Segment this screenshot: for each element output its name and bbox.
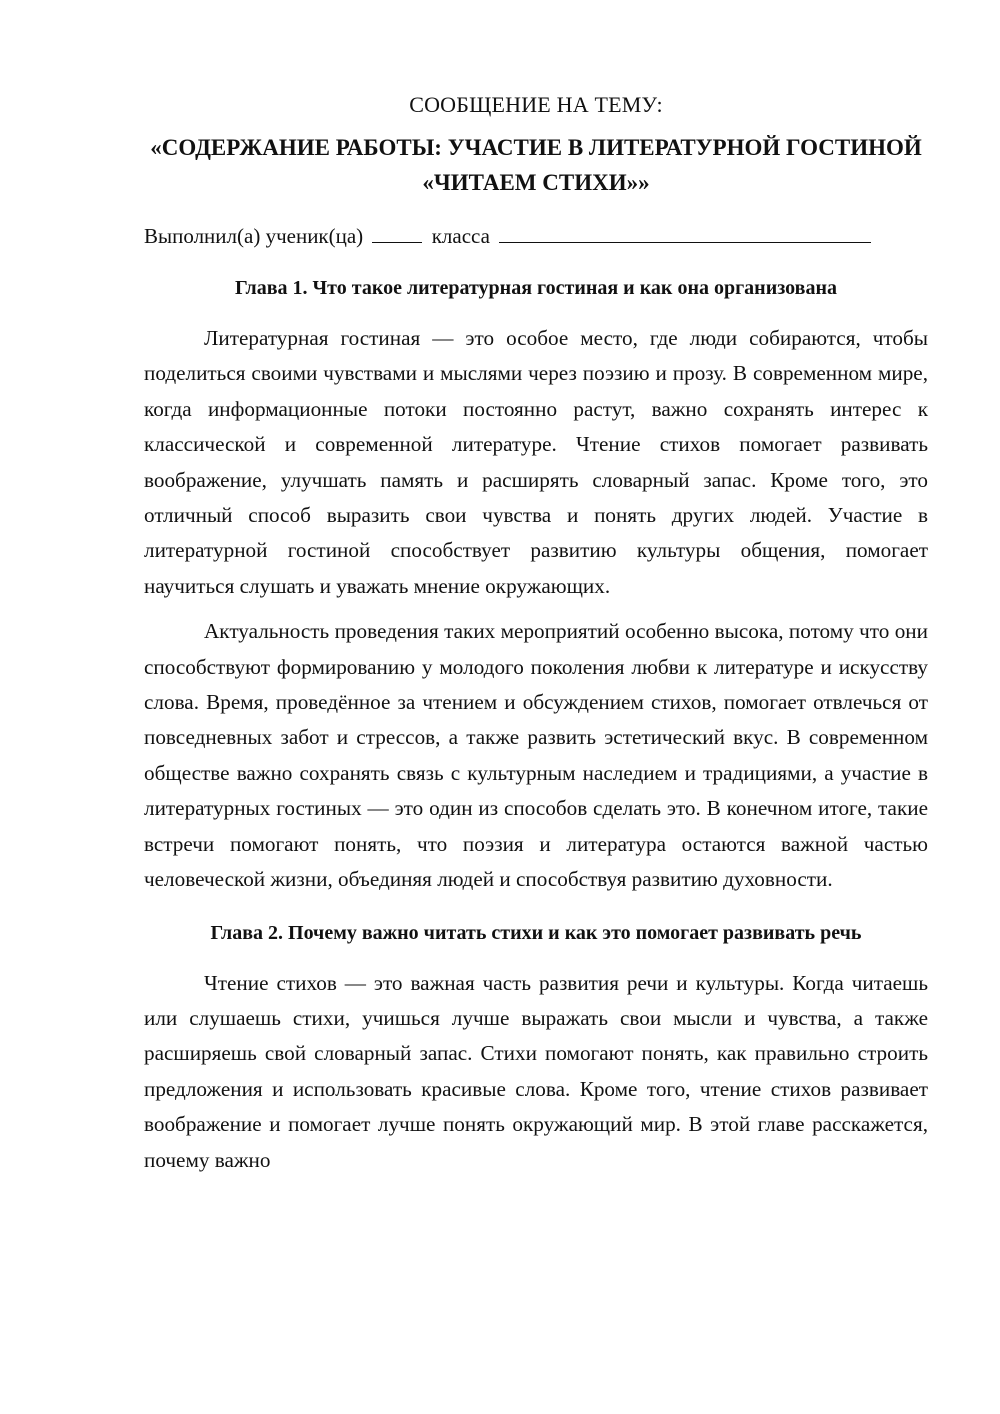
- class-blank: [499, 220, 871, 243]
- chapter-2: [144, 918, 928, 1178]
- chapter-heading: Глава 1. Что такое литературная гостиная и как она организована: [235, 277, 837, 299]
- author-prefix: Выполнил(а) ученик(ца): [144, 224, 364, 248]
- author-line: [144, 220, 928, 251]
- paragraph: Литературная гостиная — это особое место, где люди собираются, чтобы поделиться своими чувствами и мыслями через поэзию и прозу. В современном мире, когда информационные потоки постоянно растут, важно сохранять интерес к классической и современной литературе. Чтение стихов помогает развивать воображение, улучшать память и расширять словарный запас. Кроме того, это отличный способ выразить свои чувства и понять других людей. Участие в литературной гостиной способствует развитию культуры общения, помогает научиться слушать и уважать мнение окружающих.: [144, 326, 928, 598]
- chapter-1: [144, 273, 928, 898]
- document-kicker: СООБЩЕНИЕ НА ТЕМУ:: [409, 92, 663, 117]
- chapter-heading: Глава 2. Почему важно читать стихи и как это помогает развивать речь: [210, 921, 862, 944]
- document-page: [144, 90, 928, 1188]
- document-title: «СОДЕРЖАНИЕ РАБОТЫ: УЧАСТИЕ В ЛИТЕРАТУРНОЙ ГОСТИНОЙ «ЧИТАЕМ СТИХИ»»: [150, 135, 922, 195]
- grade-blank: [372, 220, 422, 243]
- author-middle: класса: [431, 224, 490, 248]
- paragraph: Актуальность проведения таких мероприятий особенно высока, потому что они способствуют формированию у молодого поколения любви к литературе и искусству слова. Время, проведённое за чтением и обсуждением стихов, помогает отвлечься от повседневных забот и стрессов, а также развить эстетический вкус. В современном обществе важно сохранять связь с культурным наследием и традициями, а участие в литературных гостиных — это один из способов сделать это. В конечном итоге, такие встречи помогают понять, что поэзия и литература остаются важной частью человеческой жизни, объединяя людей и способствуя развитию духовности.: [144, 619, 928, 892]
- paragraph: Чтение стихов — это важная часть развития речи и культуры. Когда читаешь или слушаешь стихи, учишься лучше выражать свои мысли и чувства, а также расширяешь свой словарный запас. Стихи помогают понять, как правильно строить предложения и использовать красивые слова. Кроме того, чтение стихов развивает воображение и помогает лучше понять окружающий мир. В этой главе расскажется, почему важно: [144, 970, 928, 1172]
